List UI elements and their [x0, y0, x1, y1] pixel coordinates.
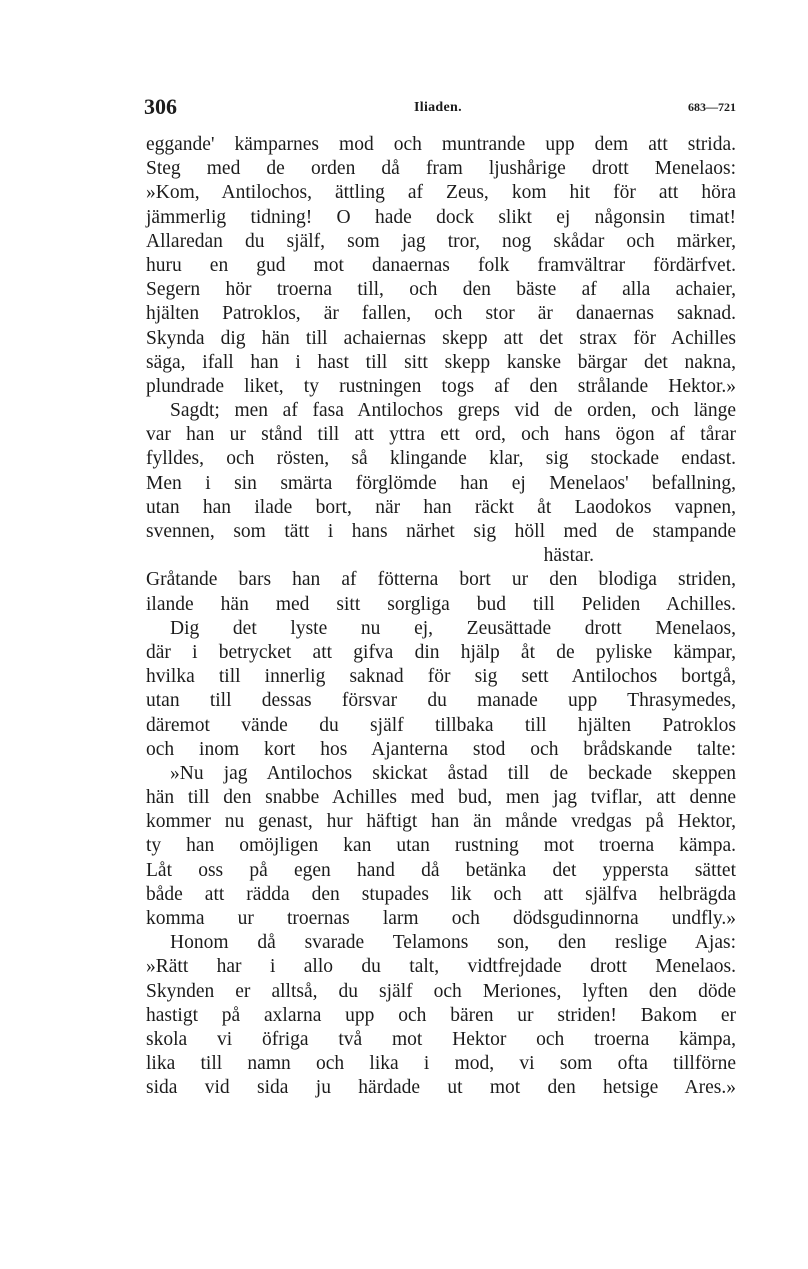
text-line: och inom kort hos Ajanterna stod och brådskande talte:	[146, 738, 736, 760]
text-line: plundrade liket, ty rustningen togs af den strålande Hektor.»	[146, 375, 736, 397]
text-line: däremot vände du själf tillbaka till hjälten Patroklos	[146, 714, 736, 736]
text-line: hvilka till innerlig saknad för sig sett Antilochos bortgå,	[146, 666, 736, 688]
line-range: 683—721	[688, 100, 736, 114]
text-line: huru en gud mot danaernas folk framvältrar fördärfvet.	[146, 254, 736, 276]
text-line: Gråtande bars han af fötterna bort ur den blodiga striden,	[146, 569, 736, 591]
text-line: Segern hör troerna till, och den bäste af alla achaier,	[146, 279, 736, 301]
page-number: 306	[144, 94, 177, 119]
text-line: där i betrycket att gifva din hjälp åt de pyliske kämpar,	[146, 641, 736, 663]
text-line: svennen, som tätt i hans närhet sig höll med de stampande	[146, 521, 736, 542]
text-line: »Nu jag Antilochos skickat åstad till de beckade skeppen	[170, 762, 736, 784]
text-line: var han ur stånd till att yttra ett ord, och hans ögon af tårar	[146, 424, 736, 446]
text-line: utan han ilade bort, när han räckt åt Laodokos vapnen,	[146, 496, 736, 518]
text-line: hän till den snabbe Achilles med bud, men jag tviflar, att denne	[146, 787, 736, 809]
text-line: ty han omöjligen kan utan rustning mot troerna kämpa.	[146, 835, 736, 857]
text-line: »Kom, Antilochos, ättling af Zeus, kom hit för att höra	[146, 182, 736, 204]
text-line: Steg med de orden då fram ljushårige drott Menelaos:	[146, 158, 736, 180]
text-line: eggande' kämparnes mod och muntrande upp dem att strida.	[146, 134, 736, 155]
text-line: både att rädda den stupades lik och att själfva helbrägda	[146, 883, 736, 905]
text-line: Honom då svarade Telamons son, den reslige Ajas:	[170, 932, 736, 954]
text-line: hastigt på axlarna upp och bären ur striden! Bakom er	[146, 1004, 736, 1026]
text-line: kommer nu genast, hur häftigt han än månde vredgas på Hektor,	[146, 811, 736, 833]
poem-text	[146, 133, 736, 1101]
text-line: Allaredan du själf, som jag tror, nog skådar och märker,	[146, 230, 736, 252]
page-header	[144, 94, 736, 124]
text-line: Låt oss på egen hand då betänka det yppersta sättet	[146, 859, 736, 881]
text-line: Skynden er alltså, du själf och Meriones, lyften den döde	[146, 980, 736, 1002]
running-title: Iliaden.	[414, 100, 462, 115]
text-line: utan till dessas försvar du manade upp Thrasymedes,	[146, 690, 736, 712]
text-line: säga, ifall han i hast till sitt skepp kanske bärgar det nakna,	[146, 351, 736, 373]
text-line: Skynda dig hän till achaiernas skepp att det strax för Achilles	[146, 327, 736, 349]
text-line: Dig det lyste nu ej, Zeusättade drott Menelaos,	[170, 617, 736, 639]
text-line: ilande hän med sitt sorgliga bud till Peliden Achilles.	[146, 593, 736, 615]
text-line: Men i sin smärta förglömde han ej Menelaos' befallning,	[146, 472, 736, 494]
text-line: hjälten Patroklos, är fallen, och stor är danaernas saknad.	[146, 303, 736, 325]
text-line: fylldes, och rösten, så klingande klar, sig stockade endast.	[146, 448, 736, 470]
text-line: Sagdt; men af fasa Antilochos greps vid de orden, och länge	[170, 400, 736, 422]
text-line: lika till namn och lika i mod, vi som ofta tillförne	[146, 1053, 736, 1075]
text-line: skola vi öfriga två mot Hektor och troerna kämpa,	[146, 1028, 736, 1050]
text-line: komma ur troernas larm och dödsgudinnorna undfly.»	[146, 908, 736, 929]
text-line: jämmerlig tidning! O hade dock slikt ej någonsin timat!	[146, 206, 736, 228]
text-line: hästar.	[543, 545, 594, 567]
text-line: »Rätt har i allo du talt, vidtfrejdade drott Menelaos.	[146, 956, 736, 978]
text-line: sida vid sida ju härdade ut mot den hetsige Ares.»	[146, 1077, 736, 1099]
